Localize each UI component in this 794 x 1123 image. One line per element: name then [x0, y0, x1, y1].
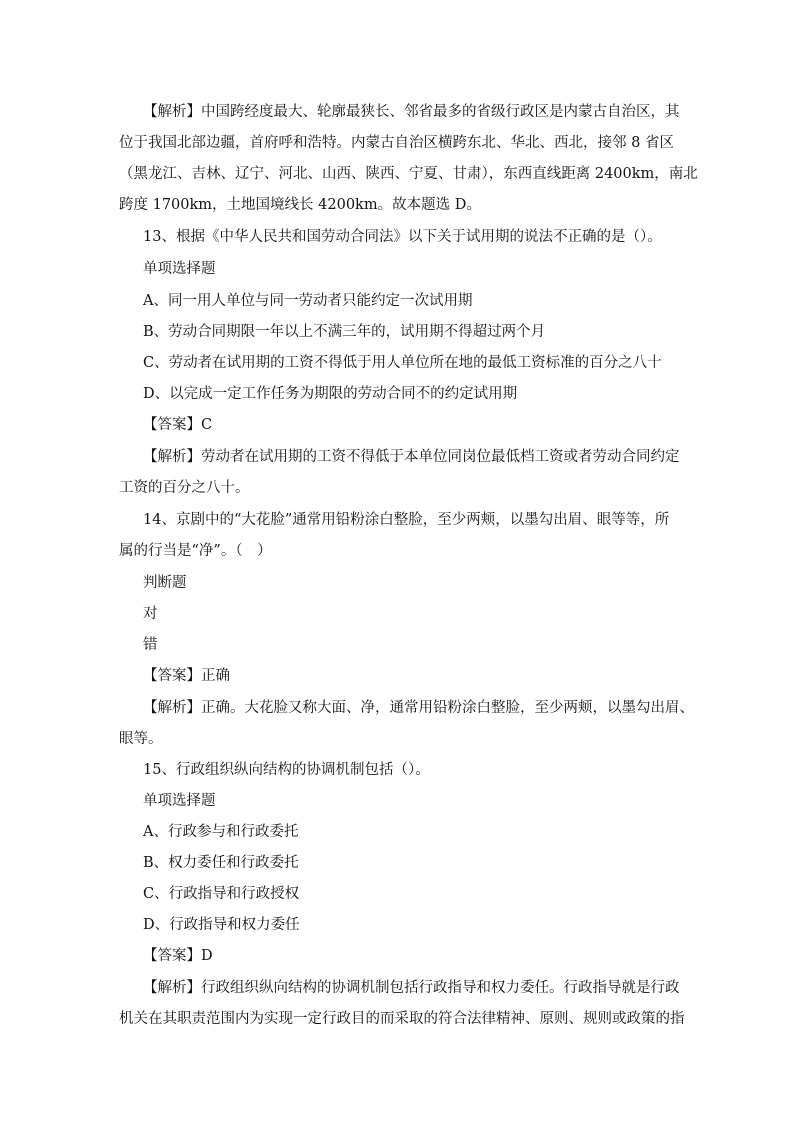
option-true: 对	[143, 606, 158, 622]
question-14-stem: 14、京剧中的“大花脸”通常用铅粉涂白整脸，至少两颊，以墨勾出眉、眼等等，所	[143, 512, 670, 528]
question-14-stem-cont: 属的行当是“净”。（ ）	[119, 543, 272, 559]
option-c: C、劳动者在试用期的工资不得低于用人单位所在地的最低工资标准的百分之八十	[143, 355, 662, 371]
analysis-text-line: 【解析】正确。大花脸又称大面、净，通常用铅粉涂白整脸，至少两颊，以墨勾出眉、	[143, 700, 694, 716]
analysis-text-line: 眼等。	[119, 731, 163, 747]
option-b: B、权力委任和行政委托	[143, 855, 299, 871]
question-type-label: 单项选择题	[143, 261, 216, 277]
option-b: B、劳动合同期限一年以上不满三年的，试用期不得超过两个月	[143, 324, 546, 340]
option-c: C、行政指导和行政授权	[143, 886, 300, 902]
analysis-text-line: 位于我国北部边疆，首府呼和浩特。内蒙古自治区横跨东北、华北、西北，接邻 8 省区	[119, 135, 674, 151]
option-false: 错	[143, 637, 158, 653]
analysis-text-line: 【解析】行政组织纵向结构的协调机制包括行政指导和权力委任。行政指导就是行政	[143, 980, 680, 996]
answer-line: 【答案】正确	[143, 668, 230, 684]
analysis-text-line: （黑龙江、吉林、辽宁、河北、山西、陕西、宁夏、甘肃），东西直线距离 2400km，南北	[119, 166, 698, 182]
answer-line: 【答案】D	[143, 948, 213, 964]
option-d: D、行政指导和权力委任	[143, 917, 300, 933]
analysis-text-line: 【解析】劳动者在试用期的工资不得低于本单位同岗位最低档工资或者劳动合同约定	[143, 449, 680, 465]
answer-line: 【答案】C	[143, 417, 213, 433]
analysis-text-line: 跨度 1700km，土地国境线长 4200km。故本题选 D。	[119, 197, 481, 213]
option-a: A、同一用人单位与同一劳动者只能约定一次试用期	[143, 293, 473, 309]
question-type-label: 单项选择题	[143, 793, 216, 809]
option-d: D、以完成一定工作任务为期限的劳动合同不的约定试用期	[143, 386, 518, 402]
option-a: A、行政参与和行政委托	[143, 824, 299, 840]
analysis-text-line: 机关在其职责范围内为实现一定行政目的而采取的符合法律精神、原则、规则或政策的指	[119, 1011, 685, 1027]
question-13-stem: 13、根据《中华人民共和国劳动合同法》以下关于试用期的说法不正确的是（）。	[143, 229, 662, 245]
question-15-stem: 15、行政组织纵向结构的协调机制包括（）。	[143, 762, 430, 778]
analysis-text-line: 【解析】中国跨经度最大、轮廓最狭长、邻省最多的省级行政区是内蒙古自治区，其	[143, 104, 680, 120]
question-type-label: 判断题	[143, 575, 187, 591]
analysis-text-line: 工资的百分之八十。	[119, 480, 250, 496]
